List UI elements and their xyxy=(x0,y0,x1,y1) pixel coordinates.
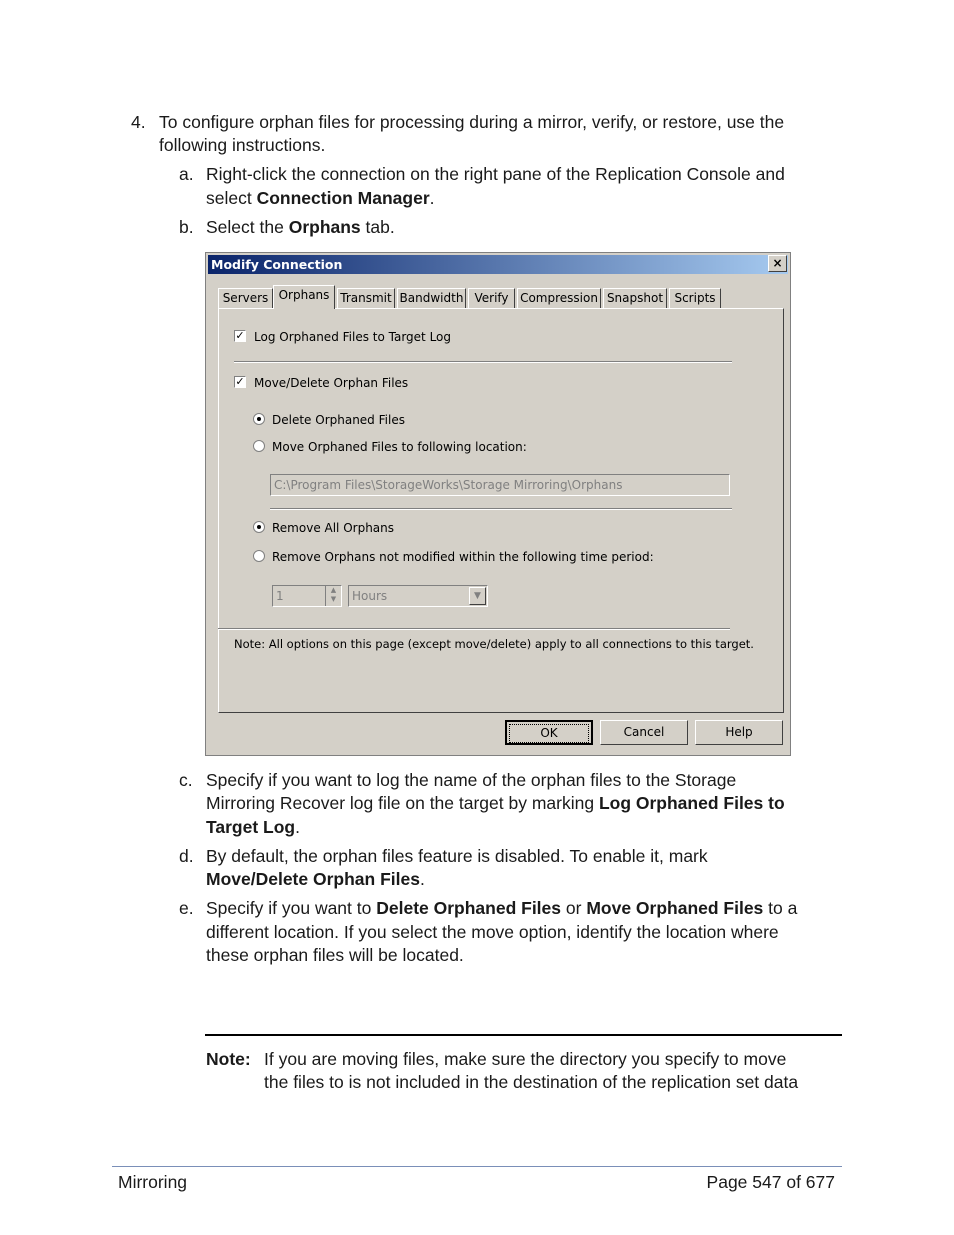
tab-compression[interactable]: Compression xyxy=(517,288,601,308)
substep-d-line-2: Move/Delete Orphan Files. xyxy=(206,869,425,889)
move-orphans-radio[interactable] xyxy=(253,440,265,452)
substep-letter: b. xyxy=(179,217,194,237)
substep-letter: a. xyxy=(179,164,194,184)
orphans-term: Orphans xyxy=(288,217,361,237)
tab-snapshot[interactable]: Snapshot xyxy=(603,288,667,308)
period-unit-value: Hours xyxy=(352,589,388,603)
close-icon[interactable]: × xyxy=(768,255,787,272)
remove-period-radio[interactable] xyxy=(253,550,265,562)
remove-all-orphans-label: Remove All Orphans xyxy=(272,521,395,535)
log-orphans-label: Log Orphaned Files to Target Log xyxy=(254,330,452,344)
substep-letter: c. xyxy=(179,770,193,790)
substep-e-line-3: these orphan files will be located. xyxy=(206,945,464,965)
separator xyxy=(234,361,732,363)
orphans-location-input[interactable]: C:\Program Files\StorageWorks\Storage Mirroring\Orphans xyxy=(270,474,730,496)
substep-c-line-2: Mirroring Recover log file on the target by marking Log Orphaned Files to xyxy=(206,793,785,813)
log-orphans-checkbox[interactable]: ✓ xyxy=(235,329,245,342)
separator xyxy=(270,508,732,510)
cancel-button[interactable]: Cancel xyxy=(600,720,688,745)
note-label: Note: xyxy=(206,1049,251,1069)
period-value-stepper[interactable] xyxy=(272,585,342,607)
substep-letter: d. xyxy=(179,846,194,866)
delete-orphans-label: Delete Orphaned Files xyxy=(272,413,405,427)
substep-letter: e. xyxy=(179,898,194,918)
tab-verify[interactable]: Verify xyxy=(468,288,515,308)
dialog-note: Note: All options on this page (except move/delete) apply to all connections to this target. xyxy=(234,637,754,651)
delete-orphans-radio[interactable] xyxy=(253,413,265,425)
note-line-2: the files to is not included in the destination of the replication set data xyxy=(264,1072,799,1092)
substep-e-line-1: Specify if you want to Delete Orphaned Files or Move Orphaned Files to a xyxy=(206,898,798,918)
move-delete-label: Move/Delete Orphan Files xyxy=(254,376,409,390)
footer-page-number: Page 547 of 677 xyxy=(706,1172,835,1192)
tab-servers[interactable]: Servers xyxy=(218,288,273,308)
substep-e-line-2: different location. If you select the move option, identify the location where xyxy=(206,922,779,942)
substep-a-line-1: Right-click the connection on the right pane of the Replication Console and xyxy=(206,164,785,184)
tab-bandwidth[interactable]: Bandwidth xyxy=(397,288,466,308)
move-delete-checkbox[interactable]: ✓ xyxy=(235,375,245,388)
modify-connection-dialog xyxy=(205,252,791,756)
note-line-1: If you are moving files, make sure the directory you specify to move xyxy=(264,1049,787,1069)
remove-all-orphans-radio[interactable] xyxy=(253,521,265,533)
tab-scripts[interactable]: Scripts xyxy=(669,288,721,308)
remove-period-label: Remove Orphans not modified within the following time period: xyxy=(272,550,654,564)
help-button[interactable]: Help xyxy=(695,720,783,745)
footer-divider xyxy=(112,1166,842,1167)
connection-manager-term: Connection Manager xyxy=(256,188,430,208)
ok-button[interactable]: OK xyxy=(505,720,593,745)
substep-b-line: Select the Orphans tab. xyxy=(206,217,395,237)
period-value: 1 xyxy=(276,589,284,603)
spinner-arrows-icon[interactable]: ▲ ▼ xyxy=(325,586,341,606)
move-orphans-label: Move Orphaned Files to following location: xyxy=(272,440,527,454)
step-number: 4. xyxy=(131,112,146,132)
chevron-down-icon[interactable]: ▼ xyxy=(469,587,486,605)
separator xyxy=(218,628,730,630)
period-unit-select[interactable] xyxy=(348,585,488,607)
orphans-panel xyxy=(218,308,784,713)
tab-orphans[interactable]: Orphans xyxy=(273,285,335,309)
substep-c-line-3: Target Log. xyxy=(206,817,300,837)
step-4-line-2: following instructions. xyxy=(159,135,326,155)
substep-c-line-1: Specify if you want to log the name of the orphan files to the Storage xyxy=(206,770,737,790)
dialog-title: Modify Connection xyxy=(208,255,788,274)
step-4-line-1: To configure orphan files for processing during a mirror, verify, or restore, use the xyxy=(159,112,785,132)
substep-a-line-2: select Connection Manager. xyxy=(206,188,435,208)
tab-transmit[interactable]: Transmit xyxy=(337,288,395,308)
note-rule xyxy=(205,1034,842,1036)
footer-section: Mirroring xyxy=(118,1172,188,1192)
substep-d-line-1: By default, the orphan files feature is disabled. To enable it, mark xyxy=(206,846,708,866)
